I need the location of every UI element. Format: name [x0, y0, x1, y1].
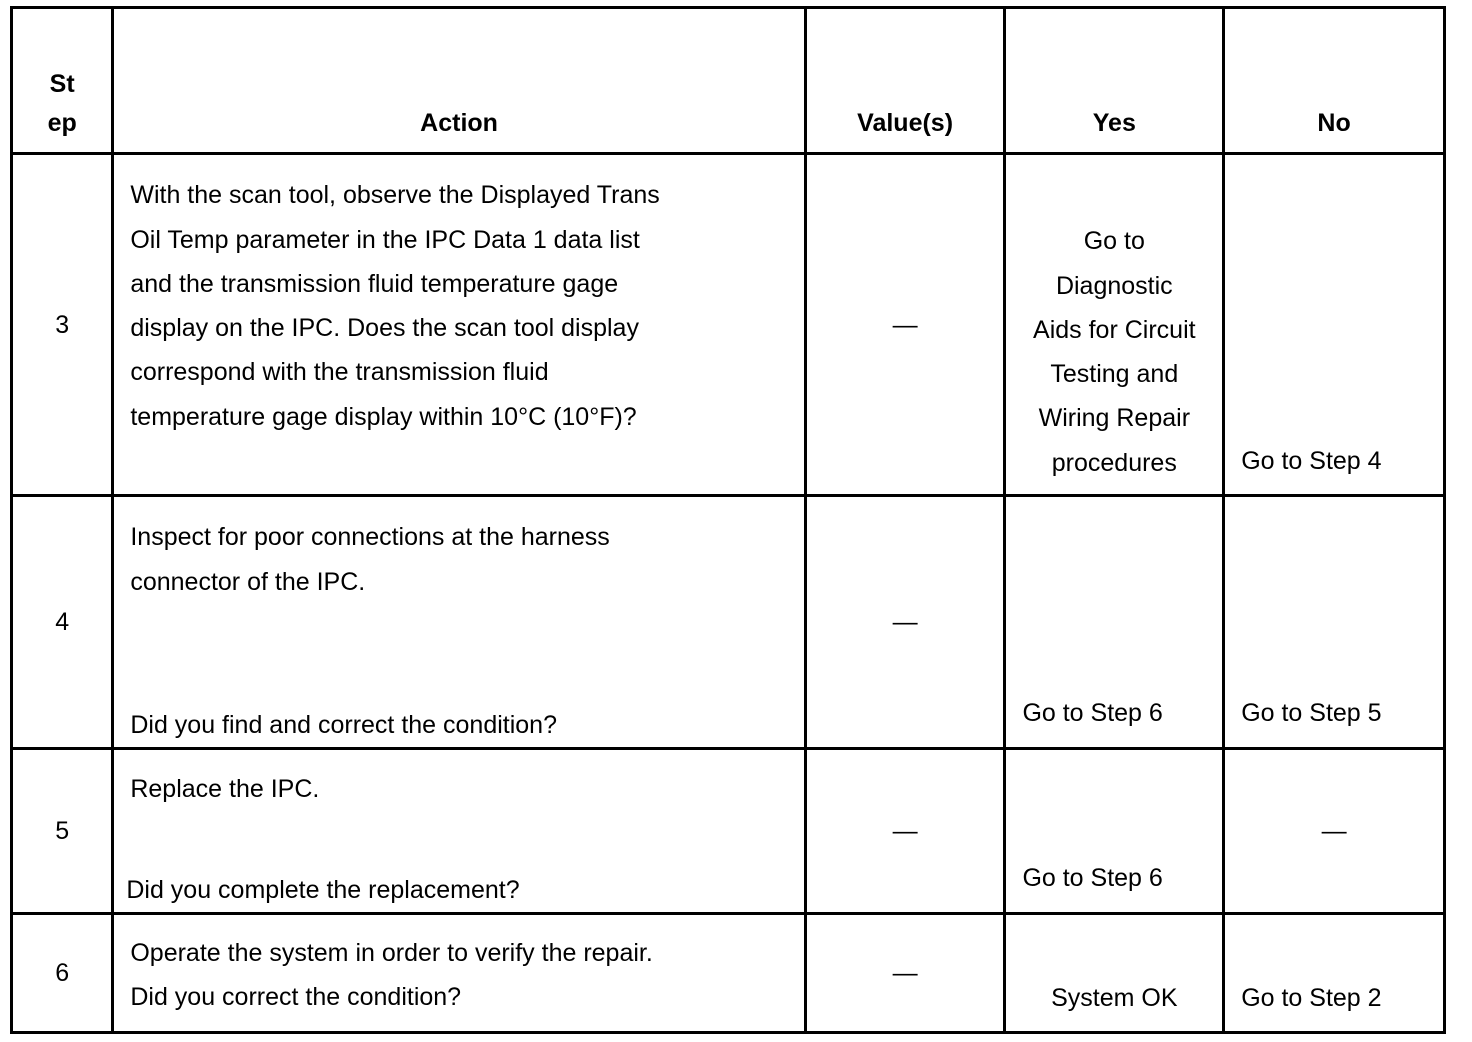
action-text: [130, 931, 743, 1020]
value-cell: [805, 154, 1005, 496]
action-line: connector of the IPC.: [130, 567, 366, 596]
header-no: [1224, 8, 1445, 154]
action-cell: [113, 496, 805, 749]
action-cell: [113, 154, 805, 496]
action-line: Replace the IPC.: [130, 775, 320, 804]
header-step-line2: ep: [47, 108, 77, 137]
diagnostic-table: [10, 6, 1446, 1034]
action-line: correspond with the transmission fluid: [130, 358, 549, 387]
action-cell: [113, 749, 805, 913]
value-dash: —: [892, 816, 918, 845]
action-line: Did you correct the condition?: [130, 982, 462, 1011]
yes-text: Go to Step 6: [1022, 864, 1163, 893]
yes-line: procedures: [1051, 448, 1177, 477]
action-line: Operate the system in order to verify the repair.: [130, 938, 653, 967]
yes-cell: [1005, 749, 1224, 913]
step-cell: [12, 154, 113, 496]
header-yes: [1005, 8, 1224, 154]
value-cell: [805, 749, 1005, 913]
header-step: [12, 8, 113, 154]
action-line: and the transmission fluid temperature gage: [130, 269, 619, 298]
action-question: Did you find and correct the condition?: [130, 711, 557, 740]
diagnostic-table-sheet: [10, 6, 1446, 1034]
action-text: [130, 515, 743, 604]
yes-text: System OK: [1051, 983, 1178, 1012]
yes-line: Diagnostic: [1055, 271, 1173, 300]
yes-cell: [1005, 154, 1224, 496]
value-dash: —: [892, 310, 918, 339]
action-line: With the scan tool, observe the Displayed Trans: [130, 181, 660, 210]
action-line: Inspect for poor connections at the harness: [130, 523, 610, 552]
action-line: display on the IPC. Does the scan tool display: [130, 314, 639, 343]
action-line: Oil Temp parameter in the IPC Data 1 data list: [130, 225, 640, 254]
header-row: [12, 8, 1445, 154]
table-row: [12, 154, 1445, 496]
header-action-label: Action: [420, 108, 498, 137]
value-dash: —: [892, 608, 918, 637]
step-number: 5: [55, 816, 70, 845]
yes-cell: [1005, 496, 1224, 749]
yes-text: [1006, 219, 1222, 485]
no-dash: —: [1321, 816, 1347, 845]
table-row: [12, 913, 1445, 1032]
yes-line: Wiring Repair: [1038, 404, 1191, 433]
step-number: 4: [55, 608, 70, 637]
no-text: Go to Step 2: [1241, 983, 1382, 1012]
no-text: Go to Step 4: [1241, 447, 1382, 476]
header-action: [113, 8, 805, 154]
no-cell: [1224, 913, 1445, 1032]
value-dash: —: [892, 958, 918, 987]
action-line: temperature gage display within 10°C (10°F)?: [130, 402, 637, 431]
action-cell: [113, 913, 805, 1032]
step-cell: [12, 913, 113, 1032]
header-values-label: Value(s): [857, 108, 954, 137]
table-row: [12, 496, 1445, 749]
step-number: 3: [55, 310, 70, 339]
action-text: [130, 173, 743, 439]
yes-cell: [1005, 913, 1224, 1032]
action-question: Did you complete the replacement?: [126, 876, 520, 905]
step-cell: [12, 496, 113, 749]
header-no-label: No: [1317, 108, 1351, 137]
header-yes-label: Yes: [1092, 108, 1136, 137]
yes-line: Go to: [1083, 227, 1145, 256]
header-values: [805, 8, 1005, 154]
no-cell: [1224, 154, 1445, 496]
yes-line: Testing and: [1050, 360, 1179, 389]
yes-text: Go to Step 6: [1022, 699, 1163, 728]
value-cell: [805, 496, 1005, 749]
table-row: [12, 749, 1445, 913]
step-cell: [12, 749, 113, 913]
no-cell: [1224, 749, 1445, 913]
no-cell: [1224, 496, 1445, 749]
header-step-line1: St: [49, 69, 75, 98]
no-text: Go to Step 5: [1241, 699, 1382, 728]
yes-line: Aids for Circuit: [1033, 315, 1196, 344]
value-cell: [805, 913, 1005, 1032]
step-number: 6: [55, 958, 70, 987]
